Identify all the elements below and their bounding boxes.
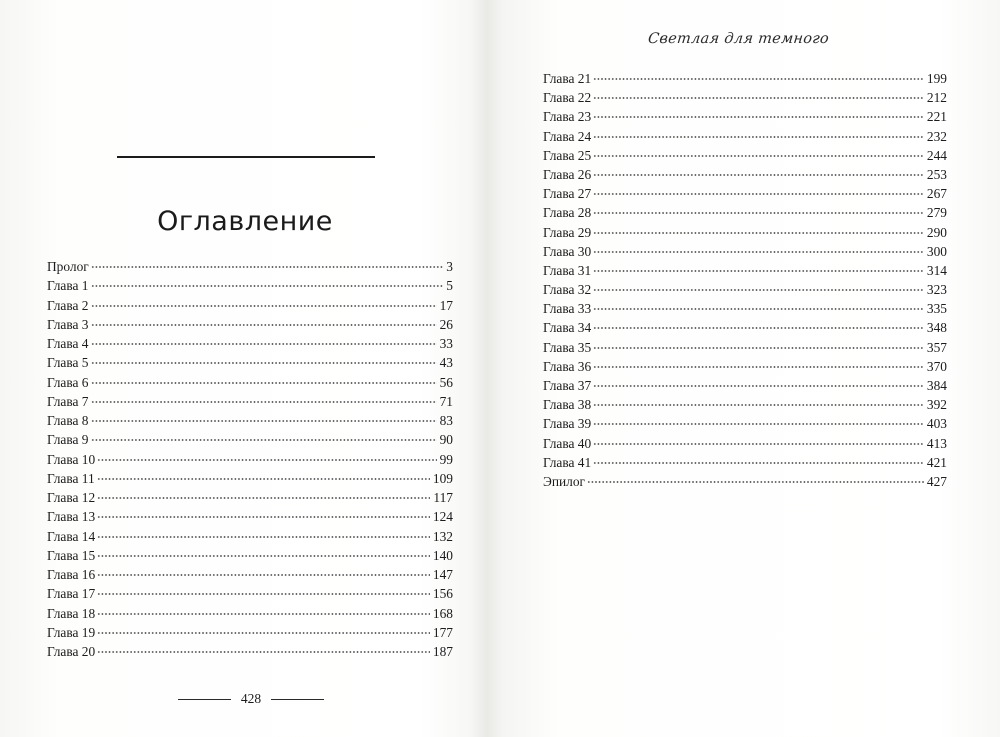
toc-entry [47, 527, 453, 546]
toc-entry-title: Глава 21 [543, 71, 592, 86]
page-number: 428 [240, 691, 262, 706]
toc-entry [543, 395, 947, 414]
toc-entry [47, 642, 453, 661]
dot-leader [91, 401, 437, 403]
toc-entry-page: 109 [432, 470, 453, 486]
toc-entry-title: Глава 10 [47, 451, 96, 467]
toc-entry [543, 261, 947, 280]
toc-entry-page: 147 [432, 567, 453, 582]
toc-entry-title: Глава 6 [47, 374, 89, 390]
toc-entry-page: 403 [926, 416, 947, 432]
toc-entry-page: 17 [439, 297, 453, 313]
toc-entry [47, 353, 453, 372]
toc-entry-title: Глава 5 [47, 355, 89, 371]
toc-entry-page: 335 [926, 301, 947, 317]
dot-leader [593, 385, 924, 387]
toc-entry [543, 472, 947, 491]
dot-leader [97, 516, 430, 518]
toc-entry [47, 276, 453, 295]
toc-entry-page: 323 [926, 282, 947, 298]
toc-entry [47, 488, 453, 507]
toc-entry-title: Глава 34 [543, 320, 592, 336]
toc-entry [543, 280, 947, 299]
toc-entry-page: 199 [926, 71, 947, 86]
toc-entry-title: Глава 26 [543, 166, 592, 182]
dot-leader [97, 459, 436, 461]
toc-entry [47, 315, 453, 334]
dot-leader [593, 116, 924, 118]
toc-entry [543, 318, 947, 337]
toc-entry-title: Глава 31 [543, 262, 592, 278]
toc-entry-page: 413 [926, 435, 947, 451]
toc-entry-page: 3 [446, 259, 453, 274]
toc-entry-title: Глава 2 [47, 297, 89, 313]
dot-leader [593, 251, 924, 253]
toc-entry [47, 507, 453, 526]
left-page [0, 0, 490, 737]
dot-leader [593, 404, 924, 406]
toc-entry-title: Пролог [47, 259, 89, 274]
toc-entry [47, 450, 453, 469]
toc-entry-title: Глава 3 [47, 316, 89, 332]
toc-entry-title: Глава 37 [543, 378, 592, 393]
dot-leader [593, 462, 924, 464]
dot-leader [593, 97, 924, 99]
toc-entry-page: 177 [432, 624, 453, 640]
toc-entry-title: Глава 14 [47, 528, 96, 544]
toc-entry-title: Глава 16 [47, 567, 96, 582]
folio-rule-left [178, 699, 231, 700]
toc-entry-title: Глава 25 [543, 147, 592, 163]
toc-entry-page: 156 [432, 586, 453, 602]
toc-entry-page: 187 [432, 644, 453, 659]
toc-entry-title: Глава 23 [543, 109, 592, 125]
toc-entry-title: Глава 32 [543, 282, 592, 298]
toc-entry [543, 223, 947, 242]
dot-leader [97, 574, 430, 576]
dot-leader [593, 423, 924, 425]
dot-leader [587, 481, 924, 483]
dot-leader [593, 443, 924, 445]
toc-entry-page: 26 [439, 316, 453, 332]
dot-leader [97, 632, 430, 634]
toc-entry-title: Эпилог [543, 473, 586, 489]
toc-entry-page: 300 [926, 243, 947, 259]
toc-entry-title: Глава 11 [47, 470, 95, 486]
toc-entry-title: Глава 30 [543, 243, 592, 259]
toc-entry-page: 244 [926, 147, 947, 163]
toc-entry-title: Глава 19 [47, 624, 96, 640]
toc-entry-title: Глава 36 [543, 358, 592, 374]
heading-rule [117, 156, 375, 158]
toc-entry-title: Глава 27 [543, 186, 592, 202]
dot-leader [91, 324, 437, 326]
dot-leader [91, 362, 437, 364]
toc-heading: Оглавление [157, 206, 333, 237]
toc-entry [543, 165, 947, 184]
toc-entry-title: Глава 15 [47, 547, 96, 563]
dot-leader [593, 174, 924, 176]
toc-entry-page: 279 [926, 205, 947, 221]
dot-leader [593, 366, 924, 368]
toc-entry-title: Глава 41 [543, 454, 592, 470]
toc-entry-page: 71 [439, 393, 453, 409]
page-footer [178, 690, 324, 708]
toc-entry [47, 257, 453, 276]
toc-entry [543, 299, 947, 318]
toc-entry [47, 392, 453, 411]
toc-entry-title: Глава 4 [47, 336, 89, 351]
toc-entry-title: Глава 39 [543, 416, 592, 432]
toc-entry [543, 414, 947, 433]
toc-entry [47, 430, 453, 449]
dot-leader [97, 536, 430, 538]
toc-list-left [47, 257, 453, 661]
toc-entry [47, 565, 453, 584]
toc-entry [543, 107, 947, 126]
toc-entry [47, 334, 453, 353]
toc-entry-title: Глава 33 [543, 301, 592, 317]
toc-entry [47, 546, 453, 565]
toc-entry-page: 253 [926, 166, 947, 182]
toc-entry-title: Глава 24 [543, 128, 592, 144]
toc-entry-page: 140 [432, 547, 453, 563]
toc-entry [543, 376, 947, 395]
toc-entry-page: 5 [446, 278, 453, 294]
dot-leader [593, 327, 924, 329]
dot-leader [593, 270, 924, 272]
toc-entry-page: 221 [926, 109, 947, 125]
toc-entry-title: Глава 28 [543, 205, 592, 221]
toc-entry-title: Глава 22 [543, 90, 592, 106]
toc-entry [47, 604, 453, 623]
toc-entry-page: 56 [439, 374, 453, 390]
toc-entry-title: Глава 35 [543, 339, 592, 355]
dot-leader [593, 193, 924, 195]
toc-entry-page: 168 [432, 605, 453, 621]
dot-leader [593, 136, 924, 138]
toc-entry [543, 434, 947, 453]
toc-entry-title: Глава 17 [47, 586, 96, 602]
toc-entry [47, 469, 453, 488]
toc-entry-page: 267 [926, 186, 947, 202]
running-head: Светлая для темного [647, 31, 830, 47]
toc-entry-page: 232 [926, 128, 947, 144]
toc-entry-page: 83 [439, 413, 453, 428]
toc-entry-page: 90 [439, 432, 453, 448]
toc-entry-page: 117 [433, 490, 453, 505]
toc-entry-title: Глава 12 [47, 490, 96, 505]
toc-entry [543, 146, 947, 165]
toc-entry [47, 584, 453, 603]
toc-entry-title: Глава 40 [543, 435, 592, 451]
toc-entry-page: 132 [432, 528, 453, 544]
toc-entry-page: 370 [926, 358, 947, 374]
dot-leader [97, 497, 430, 499]
dot-leader [593, 232, 924, 234]
toc-entry [543, 69, 947, 88]
dot-leader [91, 343, 437, 345]
toc-entry-page: 33 [439, 336, 453, 351]
toc-entry-page: 384 [926, 378, 947, 393]
toc-entry-page: 392 [926, 397, 947, 413]
toc-entry-page: 357 [926, 339, 947, 355]
toc-list-right [543, 69, 947, 491]
dot-leader [97, 555, 430, 557]
toc-entry [543, 357, 947, 376]
dot-leader [91, 305, 437, 307]
toc-entry-page: 314 [926, 262, 947, 278]
toc-entry-title: Глава 29 [543, 224, 592, 240]
dot-leader [97, 651, 430, 653]
dot-leader [593, 347, 924, 349]
toc-entry-page: 43 [439, 355, 453, 371]
toc-entry-title: Глава 9 [47, 432, 89, 448]
dot-leader [593, 289, 924, 291]
toc-entry-title: Глава 13 [47, 509, 96, 525]
toc-entry-title: Глава 7 [47, 393, 89, 409]
toc-entry-title: Глава 18 [47, 605, 96, 621]
toc-entry [543, 127, 947, 146]
dot-leader [593, 308, 924, 310]
dot-leader [97, 593, 430, 595]
toc-entry-page: 348 [926, 320, 947, 336]
toc-entry [543, 338, 947, 357]
dot-leader [593, 155, 924, 157]
folio-rule-right [271, 699, 324, 700]
toc-entry-page: 290 [926, 224, 947, 240]
toc-entry-title: Глава 1 [47, 278, 89, 294]
toc-entry-page: 421 [926, 454, 947, 470]
toc-entry-title: Глава 8 [47, 413, 89, 428]
toc-entry [543, 184, 947, 203]
dot-leader [91, 266, 444, 268]
toc-entry-page: 427 [926, 473, 947, 489]
dot-leader [91, 420, 437, 422]
toc-entry [47, 296, 453, 315]
dot-leader [97, 613, 430, 615]
toc-entry-title: Глава 38 [543, 397, 592, 413]
dot-leader [91, 439, 437, 441]
dot-leader [593, 212, 924, 214]
dot-leader [91, 382, 437, 384]
dot-leader [97, 478, 430, 480]
toc-entry [543, 453, 947, 472]
toc-entry [543, 242, 947, 261]
toc-entry-title: Глава 20 [47, 644, 96, 659]
toc-entry-page: 212 [926, 90, 947, 106]
toc-entry [543, 203, 947, 222]
toc-entry-page: 124 [432, 509, 453, 525]
dot-leader [593, 78, 924, 80]
dot-leader [91, 285, 444, 287]
toc-entry [543, 88, 947, 107]
toc-entry [47, 623, 453, 642]
toc-entry-page: 99 [439, 451, 453, 467]
toc-entry [47, 373, 453, 392]
toc-entry [47, 411, 453, 430]
